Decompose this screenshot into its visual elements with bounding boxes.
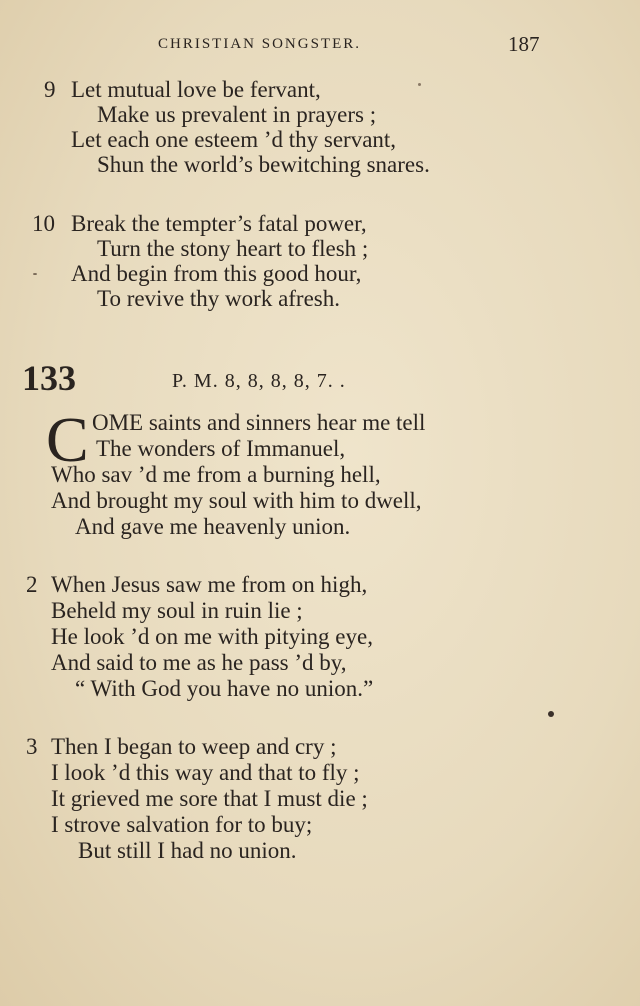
verse-number: 2: [26, 572, 38, 597]
drop-cap: C: [46, 404, 89, 475]
verse-line: But still I had no union.: [78, 838, 297, 863]
verse-line: I strove salvation for to buy;: [51, 812, 313, 837]
verse-number: 9: [44, 77, 56, 102]
page-number: 187: [508, 32, 540, 56]
running-title: CHRISTIAN SONGSTER.: [158, 36, 362, 52]
verse-line: Make us prevalent in prayers ;: [97, 102, 377, 127]
ink-speck: [33, 273, 37, 275]
verse-line: And said to me as he pass ’d by,: [51, 650, 347, 675]
verse-line: Turn the stony heart to flesh ;: [97, 236, 369, 261]
verse-line: To revive thy work afresh.: [97, 286, 341, 311]
verse-line: It grieved me sore that I must die ;: [51, 786, 368, 811]
verse-line: He look ’d on me with pitying eye,: [51, 624, 373, 649]
page-header: [0, 32, 640, 62]
verse-line: OME saints and sinners hear me tell: [92, 410, 426, 435]
hymn-number: 133: [22, 358, 76, 398]
verse-line: Who sav ’d me from a burning hell,: [51, 462, 381, 487]
verse-line: Break the tempter’s fatal power,: [71, 211, 367, 236]
ink-speck: [548, 711, 554, 717]
verse-line: “ With God you have no union.”: [75, 676, 374, 701]
verse-line: Then I began to weep and cry ;: [51, 734, 337, 759]
verse-number: 3: [26, 734, 38, 759]
verse-line: Let mutual love be fervant,: [71, 77, 321, 102]
verse-number: 10: [32, 211, 55, 236]
hymn-meter: P. M. 8, 8, 8, 8, 7. .: [172, 370, 346, 392]
verse-line: And brought my soul with him to dwell,: [51, 488, 422, 513]
verse-line: Shun the world’s bewitching snares.: [97, 152, 430, 177]
verse-line: And begin from this good hour,: [71, 261, 362, 286]
verse-line: The wonders of Immanuel,: [96, 436, 346, 461]
verse-line: I look ’d this way and that to fly ;: [51, 760, 360, 785]
ink-speck: [418, 83, 421, 86]
verse-line: Beheld my soul in ruin lie ;: [51, 598, 303, 623]
verse-line: And gave me heavenly union.: [75, 514, 351, 539]
verse-line: Let each one esteem ’d thy servant,: [71, 127, 397, 152]
verse-line: When Jesus saw me from on high,: [51, 572, 368, 597]
